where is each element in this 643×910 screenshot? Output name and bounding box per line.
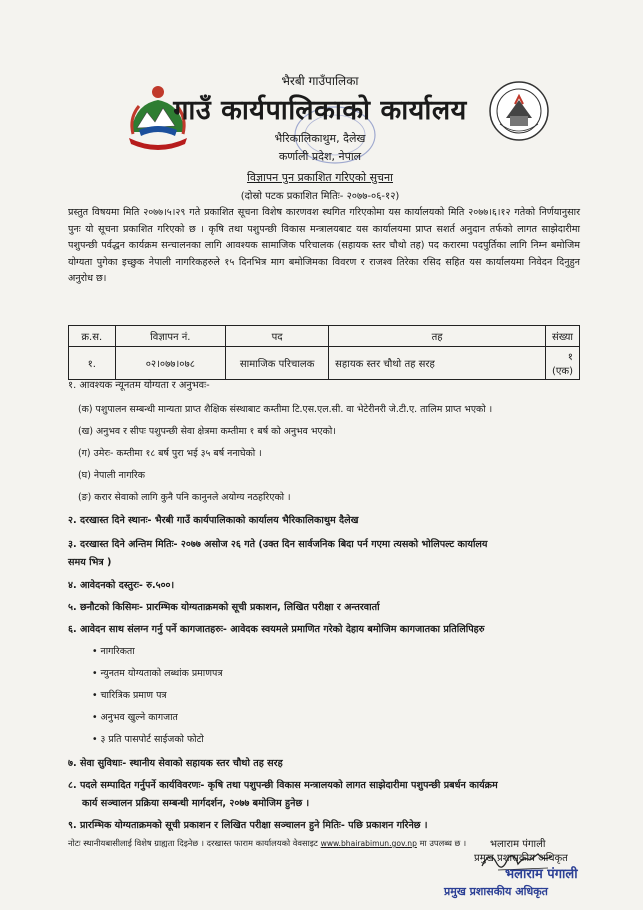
section-job-description-cont: कार्य सञ्चालन प्रक्रिया सम्बन्धी मार्गदर्शन, २०७७ बमोजिम हुनेछ । <box>82 798 310 809</box>
cell-ad-number: ०२।०७७।०७८ <box>115 347 226 380</box>
document-item: • न्युनतम योग्यताको लब्धांक प्रमाणपत्र <box>92 668 223 679</box>
col-count: संख्या <box>545 326 579 347</box>
section-deadline-cont: समय भित्र ) <box>68 557 112 568</box>
qualification-item: (ङ) करार सेवाको लागि कुनै पनि कानुनले अयोग्य नठहरिएको । <box>78 492 291 503</box>
notice-subtitle: (दोस्रो पटक प्रकाशित मितिः- २०७७-०६-१२) <box>240 191 400 202</box>
qualification-item: (ख) अनुभव र सीपः पशुपन्छी सेवा क्षेत्रमा कम्तीमा १ बर्ष को अनुभव भएको। <box>78 426 336 437</box>
municipality-name: भैरबी गाउँपालिका <box>281 74 359 88</box>
note-text: नोटः स्थानीयबासीलाई विशेष ग्राह्यता दिइनेछ । दरखास्त फाराम कार्यालयको वेवसाइट <box>68 838 318 848</box>
cell-level: सहायक स्तर चौथो तह सरह <box>329 347 546 380</box>
cell-count: १ (एक) <box>545 347 579 380</box>
note-line <box>68 838 466 849</box>
qualification-item: (ग) उमेरः- कम्तीमा १८ बर्ष पुरा भई ३५ बर्ष ननाघेको । <box>78 448 262 459</box>
col-serial: क्र.स. <box>69 326 116 347</box>
office-title: गाउँ कार्यपालिकाको कार्यालय <box>173 95 467 126</box>
signatory-name: भलाराम पंगाली <box>490 839 546 850</box>
stamp-title: प्रमुख प्रशासकीय अधिकृत <box>444 885 548 898</box>
notice-body: प्रस्तुत विषयमा मिति २०७७।५।२९ गते प्रकाशित सूचना विशेष कारणवश स्थगित गरिएकोमा यस कार्यालयको मिति २०७७।६।१२ गतेको निर्णयानुसार पुनः यो सूचना प्रकाशित गरिएको छ । कृषि तथा पशुपन्छी विकास मन्त्रालयबाट यस कार्यालयमा प्राप्त सशर्त अनुदान तर्फको लागत साझेदारीमा पशुपन्छी पर्वद्धन कार्यक्रम सन्चालनका लागि आवश्यक सामाजिक परिचालक (सहायक स्तर चौथो तह) पद करारमा पदपुर्तिका लागि निम्न बमोजिम योग्यता पुगेका इच्छुक नेपाली नागरिकहरुले १५ दिनभित्र माग बमोजिमका विवरण र राजश्व तिरेका रसिद सहित यस कार्यालयमा निवेदन दिनुहुन अनुरोध छ। <box>68 207 580 284</box>
office-address: भैरिकालिकाथुम, दैलेख <box>274 132 366 145</box>
section-qualification: १. आवश्यक न्यूनतम योग्यता र अनुभवः- <box>68 380 210 391</box>
website-link[interactable]: www.bhairabimun.gov.np <box>320 839 417 848</box>
col-post: पद <box>226 326 329 347</box>
stamp-name: भलाराम पंगाली <box>505 867 578 882</box>
office-province: कर्णाली प्रदेश, नेपाल <box>278 150 362 163</box>
col-ad-number: विज्ञापन नं. <box>115 326 226 347</box>
municipal-seal-icon <box>488 80 550 142</box>
table-header-row <box>69 326 580 347</box>
cell-serial: १. <box>69 347 116 380</box>
section-exam-schedule: ९. प्रारम्भिक योग्यताक्रमको सूची प्रकाशन र लिखित परीक्षा सञ्चालन हुने मितिः- पछि प्रकाशन गरिनेछ । <box>68 820 428 831</box>
document-item: • ३ प्रति पासपोर्ट साईजको फोटो <box>92 734 204 745</box>
col-level: तह <box>329 326 546 347</box>
table-row <box>69 347 580 380</box>
section-benefits: ७. सेवा सुविधाः- स्थानीय सेवाको सहायक स्तर चौथो तह सरह <box>68 758 283 769</box>
qualification-item: (घ) नेपाली नागरिक <box>78 470 145 481</box>
cell-post: सामाजिक परिचालक <box>226 347 329 380</box>
document-item: • अनुभव खुल्ने कागजात <box>92 712 178 723</box>
section-deadline: ३. दरखास्त दिने अन्तिम मितिः- २०७७ असोज २६ गते (उक्त दिन सार्वजनिक बिदा पर्न गएमा त्यसको भोलिपल्ट कार्यालय <box>68 539 488 550</box>
section-job-description: ८. पदले सम्पादित गर्नुपर्ने कार्यविवरणः- कृषि तथा पशुपन्छी विकास मन्त्रालयको लागत साझेदारीमा पशुपन्छी प्रबर्धन कार्यक्रम <box>68 780 498 791</box>
signatory-title: प्रमुख प्रशासकीय अधिकृत <box>474 853 568 864</box>
vacancy-table <box>68 325 580 380</box>
document-item: • चारित्रिक प्रमाण पत्र <box>92 690 167 701</box>
section-application-place: २. दरखास्त दिने स्थानः- भैरबी गाउँ कार्यपालिकाको कार्यालय भैरिकालिकाथुम दैलेख <box>68 515 359 526</box>
section-selection: ५. छनौटको किसिमः- प्रारम्भिक योग्यताक्रमको सूची प्रकाशन, लिखित परीक्षा र अन्तरवार्ता <box>68 602 380 613</box>
section-documents: ६. आवेदन साथ संलग्न गर्नु पर्ने कागजातहरुः- आवेदक स्वयमले प्रमाणित गरेको देहाय बमोजिम कागजातका प्रतिलिपिहरु <box>68 624 485 635</box>
note-tail: मा उपलब्ध छ । <box>419 838 467 848</box>
document-item: • नागरिकता <box>92 646 135 657</box>
notice-title: विज्ञापन पुन प्रकाशित गरिएको सुचना <box>246 171 393 184</box>
section-fee: ४. आवेदनको दस्तुरः- रु.५००। <box>68 580 175 591</box>
qualification-item: (क) पशुपालन सम्बन्धी मान्यता प्राप्त शैक्षिक संस्थाबाट कम्तीमा टि.एस.एल.सी. वा भेटेरीनरी जे.टी.ए. तालिम प्राप्त भएको । <box>78 404 493 415</box>
